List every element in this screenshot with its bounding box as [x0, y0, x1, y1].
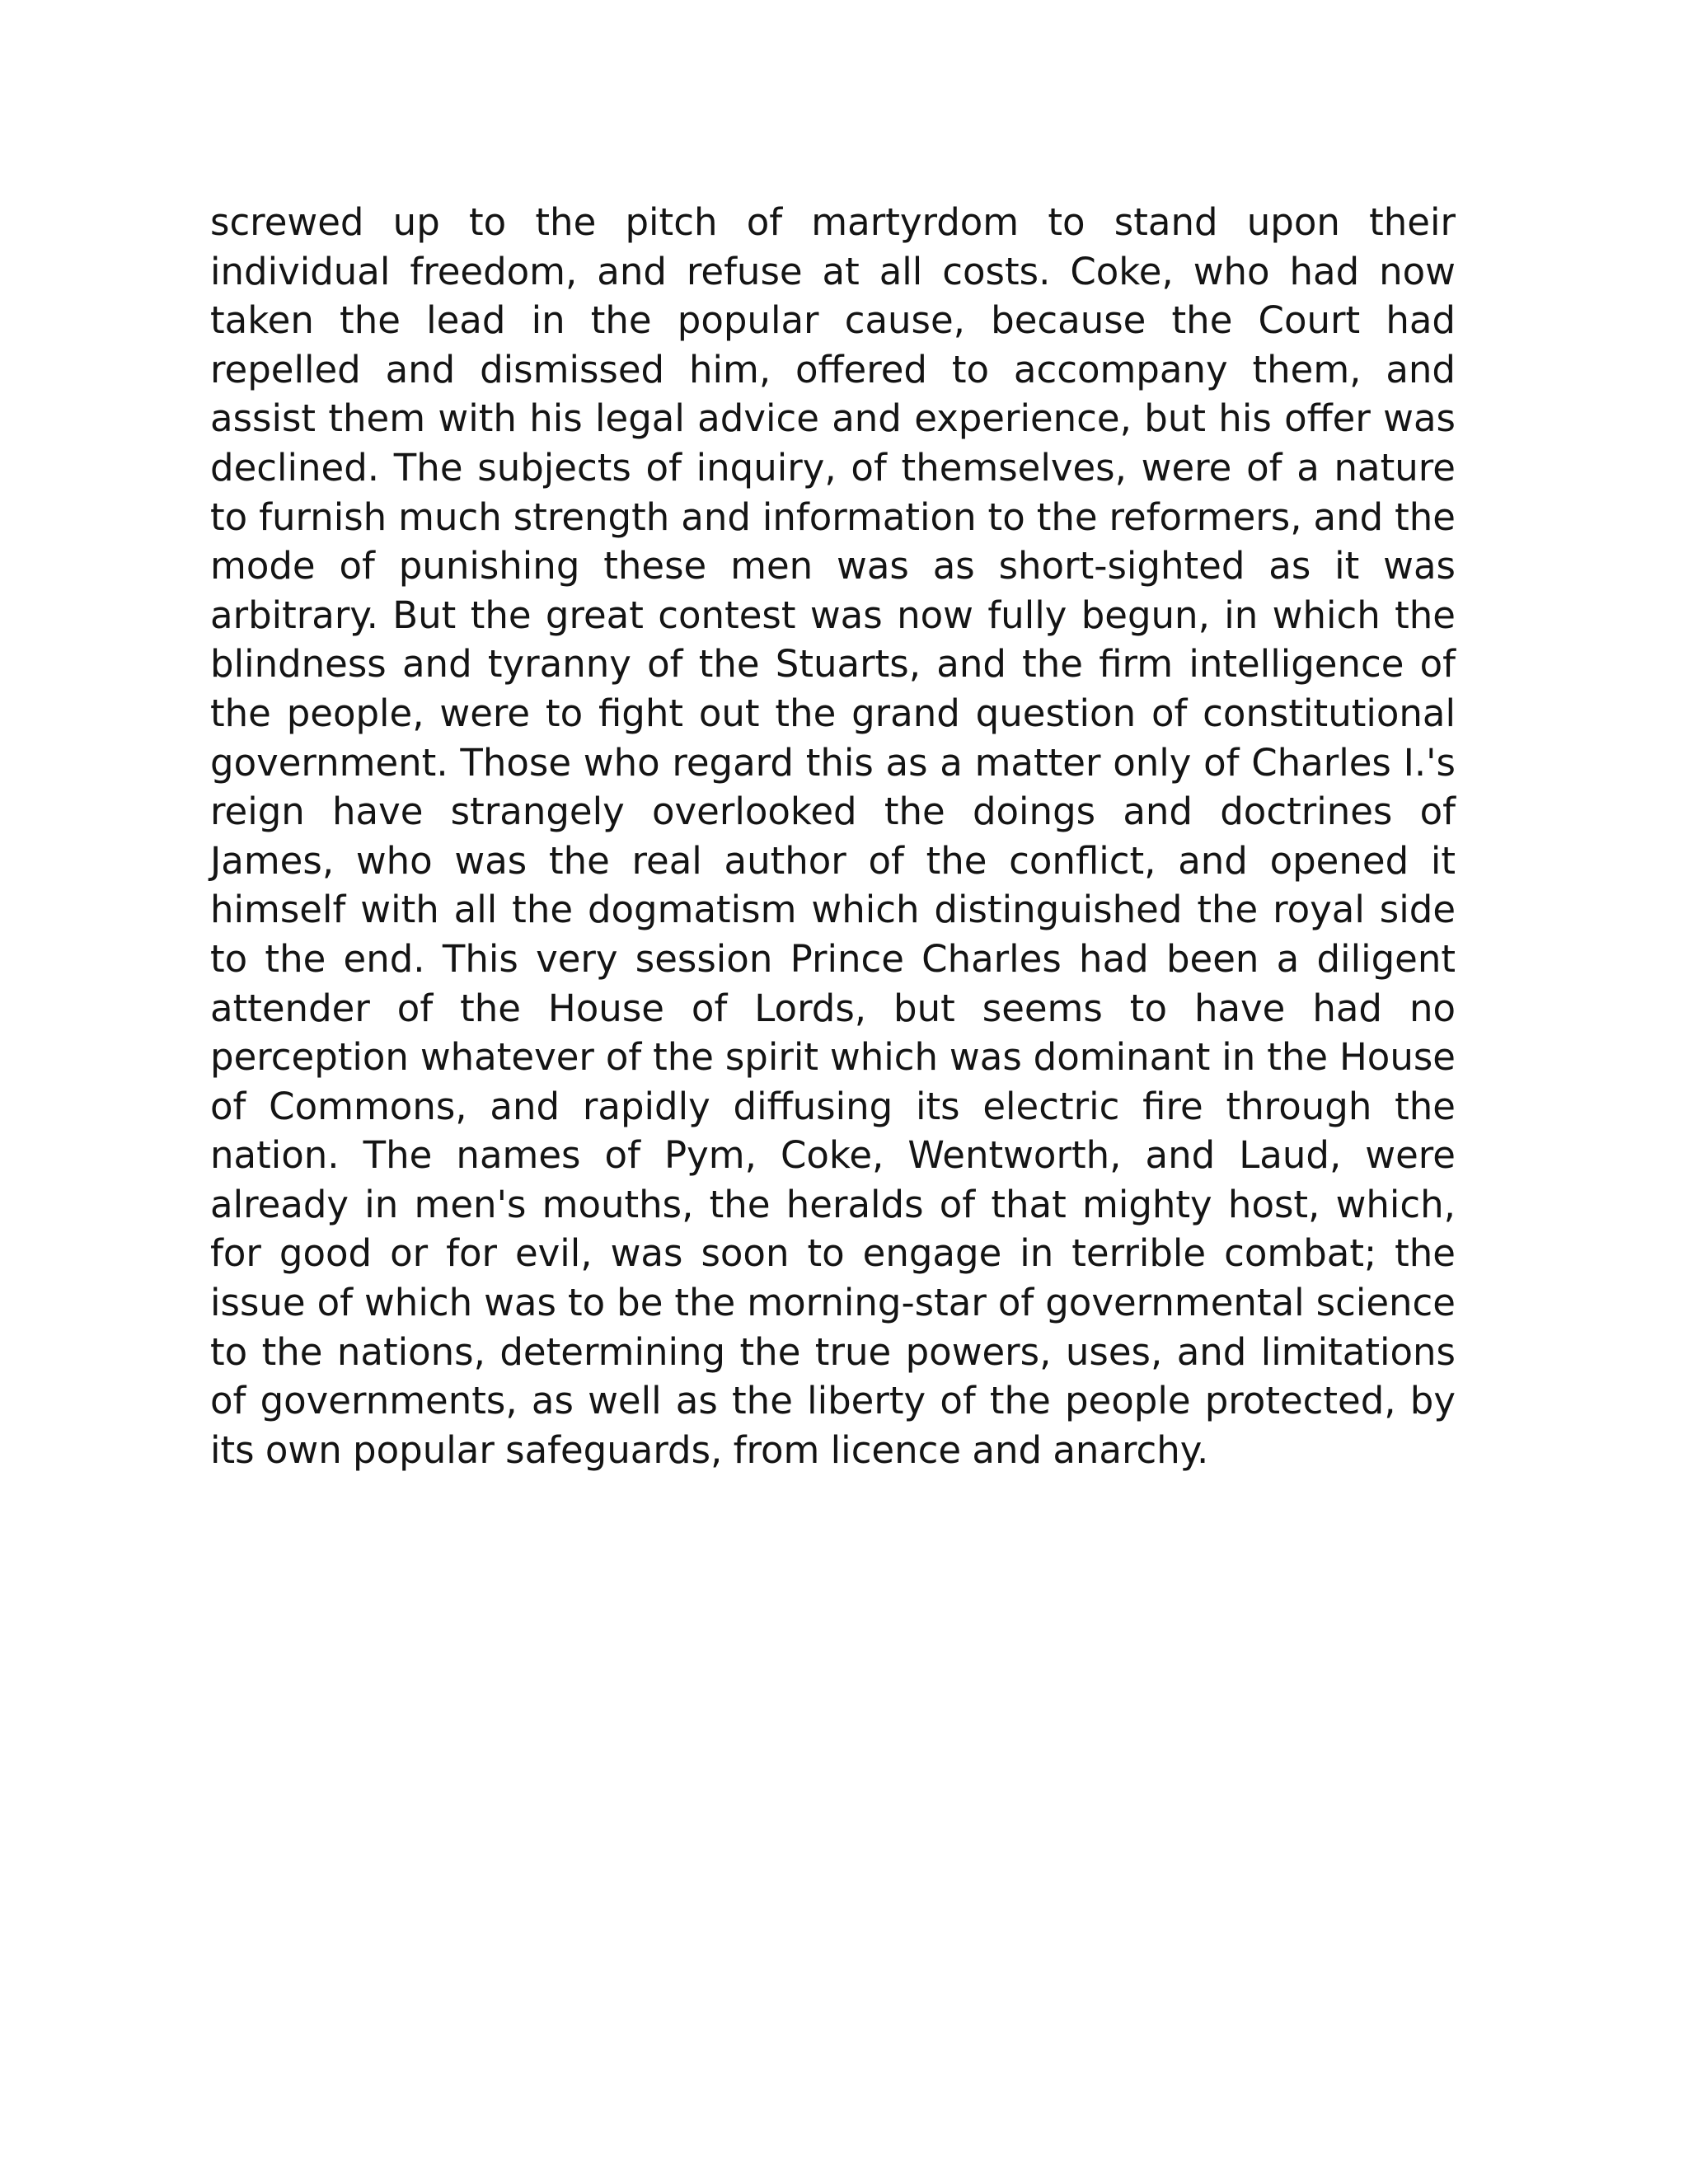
body-paragraph: screwed up to the pitch of martyrdom to stand upon their individual freedom, and refuse at all costs. Coke, who had now taken the lead in the popular cause, because the Court had repelled and dismissed him, offered to accompany them, and assist them with his legal advice and experience, but his offer was declined. The subjects of inquiry, of themselves, were of a nature to furnish much strength and information to the reformers, and the mode of punishing these men was as short-sighted as it was arbitrary. But the great contest was now fully begun, in which the blindness and tyranny of the Stuarts, and the firm intelligence of the people, were to fight out the grand question of constitutional government. Those who regard this as a matter only of Charles I.'s reign have strangely overlooked the doings and doctrines of James, who was the real author of the conflict, and opened it himself with all the dogmatism which distinguished the royal side to the end. This very session Prince Charles had been a diligent attender of the House of Lords, but seems to have had no perception whatever of the spirit which was dominant in the House of Commons, and rapidly diffusing its electric fire through the nation. The names of Pym, Coke, Wentworth, and Laud, were already in men's mouths, the heralds of that mighty host, which, for good or for evil, was soon to engage in terrible combat; the issue of which was to be the morning-star of governmental science to the nations, determining the true powers, uses, and limitations of governments, as well as the liberty of the people protected, by its own popular safeguards, from licence and anarchy. [210, 200, 1456, 1472]
